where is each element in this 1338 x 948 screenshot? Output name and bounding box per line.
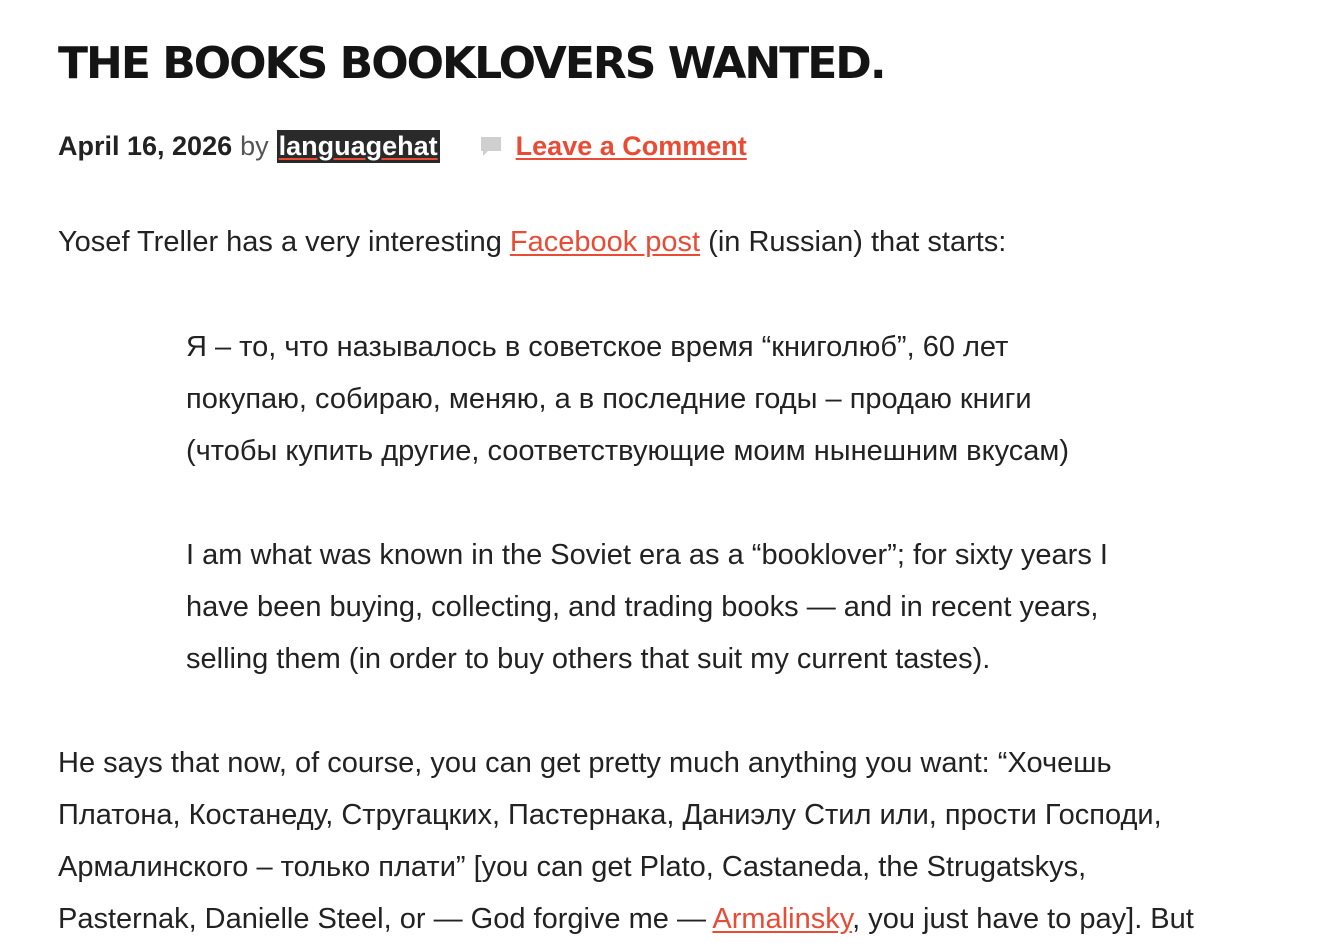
quote-english-line: selling them (in order to buy others that suit my current tastes).: [186, 643, 991, 675]
closing-paragraph: [58, 737, 1326, 945]
post-byline-by: by: [240, 130, 269, 161]
facebook-post-link[interactable]: Facebook post: [509, 226, 701, 258]
armalinsky-link[interactable]: Armalinsky: [712, 903, 853, 935]
intro-text-before: Yosef Treller has a very interesting: [58, 226, 510, 258]
intro-text-after: (in Russian) that starts:: [700, 226, 1007, 258]
closing-line: Армалинского – только плати” [you can get Plato, Castaneda, the Strugatskys,: [58, 851, 1087, 883]
intro-paragraph: [58, 216, 1298, 268]
quote-russian-line: покупаю, собираю, меняю, а в последние годы – продаю книги: [186, 383, 1032, 415]
closing-line: He says that now, of course, you can get pretty much anything you want: “Хочешь: [58, 747, 1112, 779]
closing-text-after: , you just have to pay]. But: [852, 903, 1194, 935]
post-meta: [58, 128, 747, 164]
quote-english-line: have been buying, collecting, and trading books — and in recent years,: [186, 591, 1099, 623]
leave-comment-link[interactable]: Leave a Comment: [515, 130, 747, 161]
quote-english-line: I am what was known in the Soviet era as a “booklover”; for sixty years I: [186, 539, 1108, 571]
post-title: THE BOOKS BOOKLOVERS WANTED.: [58, 38, 885, 89]
quote-english: [186, 529, 1246, 685]
quote-russian-line: (чтобы купить другие, соответствующие моим нынешним вкусам): [186, 435, 1069, 467]
comment-bubble-icon: [478, 132, 504, 160]
closing-text-before: Pasternak, Danielle Steel, or — God forgive me —: [58, 903, 713, 935]
quote-russian-line: Я – то, что называлось в советское время “книголюб”, 60 лет: [186, 331, 1009, 363]
author-link[interactable]: languagehat: [278, 130, 438, 161]
closing-line: [58, 893, 1326, 945]
closing-line: Платона, Костанеду, Стругацких, Пастернака, Даниэлу Стил или, прости Господи,: [58, 799, 1162, 831]
quote-russian: [186, 321, 1246, 477]
post-date: April 16, 2026: [58, 130, 233, 161]
